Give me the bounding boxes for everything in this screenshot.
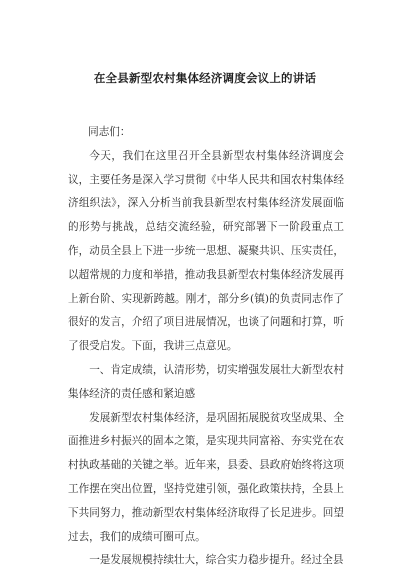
salutation: 同志们：: [88, 126, 131, 138]
paragraph-section-1: 发展新型农村集体经济，是巩固拓展脱贫攻坚成果、全面推进乡村振兴的固本之策，是实现共同富裕、夯实党在农村执政基础的关键之举。近年来，县委、县政府始终将这项工作摆在突出位置，坚持党建引领，强化政策扶持，全县上下共同努力，推动新型农村集体经济取得了长足进步。回望过去，我们的成绩可圈可点。: [68, 411, 344, 543]
paragraph-opening: 今天，我们在这里召开全县新型农村集体经济调度会议，主要任务是深入学习贯彻《中华人民共和国农村集体经济组织法》，深入分析当前我县新型农村集体经济发展面临的形势与挑战，总结交流经验，研究部署下一阶段重点工作，动员全县上下进一步统一思想、凝聚共识、压实责任，以超常规的力度和举措，推动我县新型农村集体经济发展再上新台阶、实现新跨越。刚才，部分乡(镇)的负责同志作了很好的发言，介绍了项目进展情况，也谈了问题和打算，听了很受启发。下面，我讲三点意见。: [68, 149, 344, 353]
section-heading-1: 一、肯定成绩，认清形势，切实增强发展壮大新型农村集体经济的责任感和紧迫感: [68, 363, 344, 400]
document-title: 在全县新型农村集体经济调度会议上的讲话: [93, 71, 317, 85]
document-body: [68, 121, 344, 573]
paragraph-point-1: 一是发展规模持续壮大，综合实力稳步提升。经过全县: [89, 554, 344, 567]
